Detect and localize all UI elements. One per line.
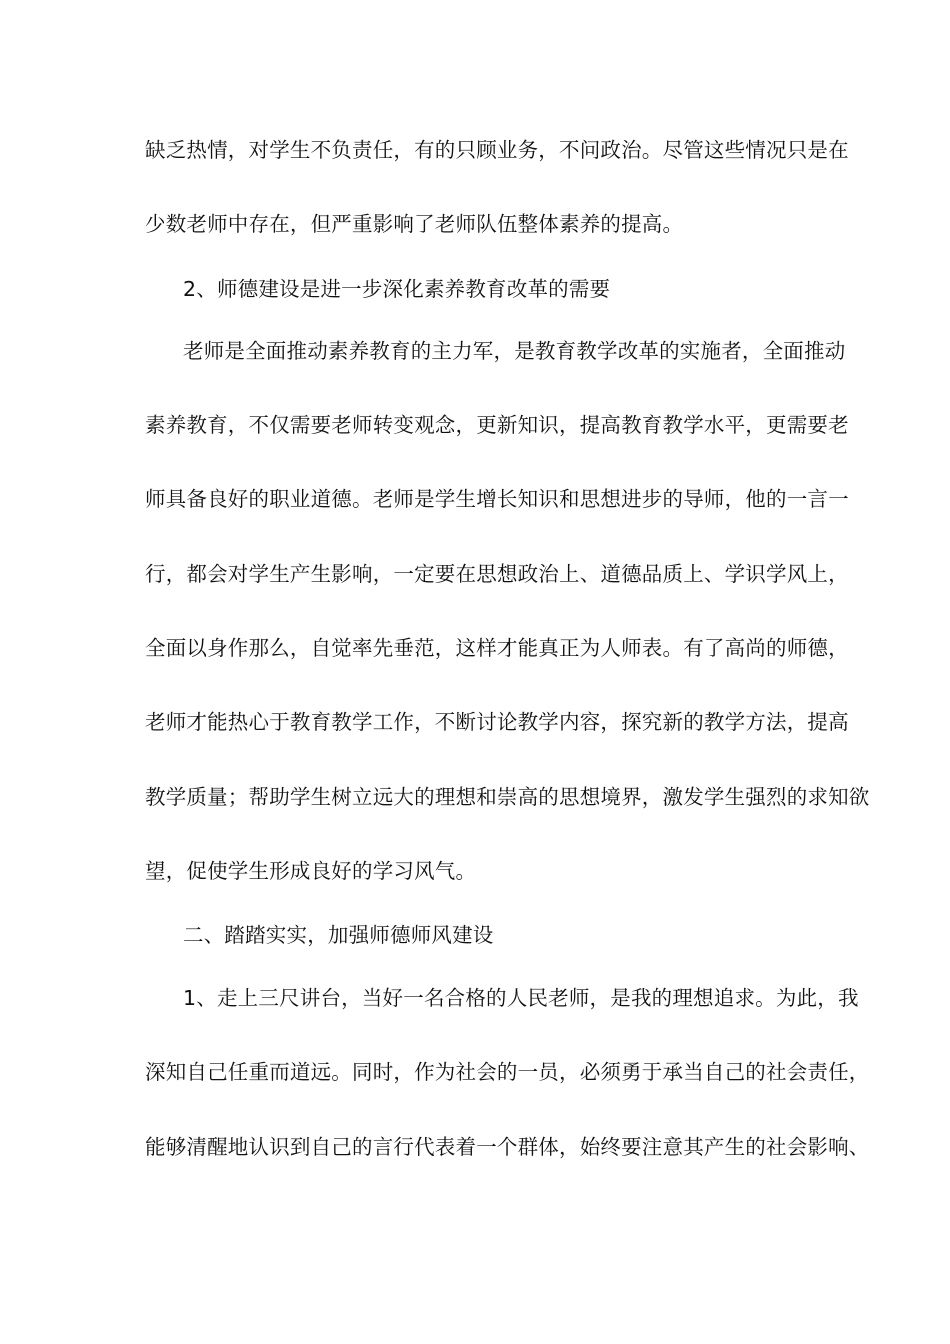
text-line: 素养教育，不仅需要老师转变观念，更新知识，提高教育教学水平，更需要老 <box>145 413 849 437</box>
text-line: 全面以身作那么，自觉率先垂范，这样才能真正为人师表。有了高尚的师德， <box>145 636 849 660</box>
text-line: 行，都会对学生产生影响，一定要在思想政治上、道德品质上、学识学风上， <box>145 562 849 586</box>
text-line: 能够清醒地认识到自己的言行代表着一个群体，始终要注意其产生的社会影响、 <box>145 1135 870 1159</box>
text-line: 老师才能热心于教育教学工作，不断讨论教学内容，探究新的教学方法，提高 <box>145 710 849 734</box>
section-heading: 2、师德建设是进一步深化素养教育改革的需要 <box>183 277 611 301</box>
text-line: 缺乏热情，对学生不负责任，有的只顾业务，不问政治。尽管这些情况只是在 <box>145 138 849 162</box>
text-line: 望，促使学生形成良好的学习风气。 <box>145 859 477 883</box>
text-line: 少数老师中存在，但严重影响了老师队伍整体素养的提高。 <box>145 212 684 236</box>
text-line: 师具备良好的职业道德。老师是学生增长知识和思想进步的导师，他的一言一 <box>145 487 849 511</box>
text-line: 教学质量；帮助学生树立远大的理想和崇高的思想境界，激发学生强烈的求知欲 <box>145 785 870 809</box>
text-line: 深知自己任重而道远。同时，作为社会的一员，必须勇于承当自己的社会责任， <box>145 1060 870 1084</box>
paragraph-start: 1、走上三尺讲台，当好一名合格的人民老师，是我的理想追求。为此，我 <box>183 986 859 1010</box>
paragraph-start: 老师是全面推动素养教育的主力军，是教育教学改革的实施者，全面推动 <box>183 339 846 363</box>
section-heading: 二、踏踏实实，加强师德师风建设 <box>183 923 494 947</box>
